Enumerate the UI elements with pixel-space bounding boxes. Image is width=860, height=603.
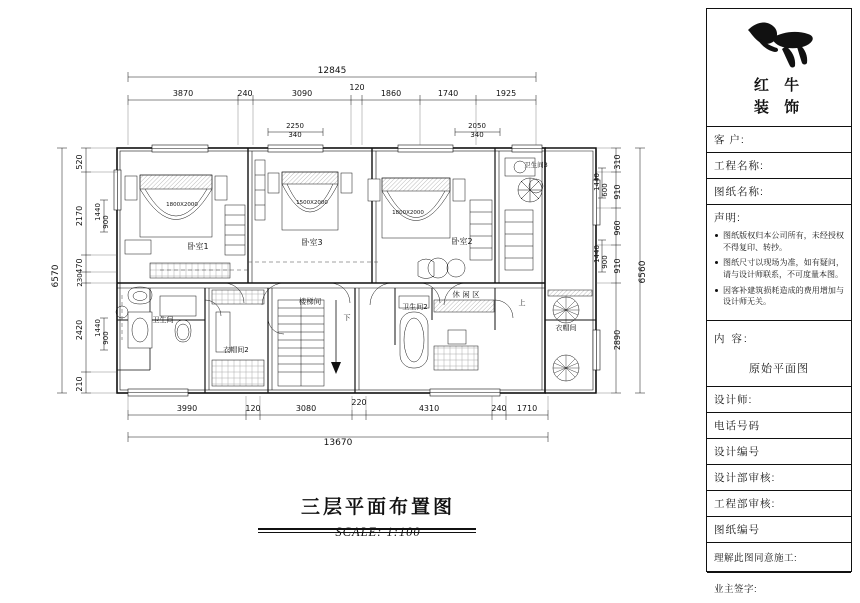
title-block xyxy=(706,8,852,595)
svg-text:1440: 1440 xyxy=(94,203,102,221)
dim-left-total: 6570 xyxy=(51,264,61,288)
svg-text:900: 900 xyxy=(102,215,110,229)
svg-text:1710: 1710 xyxy=(516,404,538,413)
field-client[interactable] xyxy=(707,127,851,153)
bed-size-3: 1500X2000 xyxy=(296,200,328,206)
field-drawing-name[interactable] xyxy=(707,179,851,205)
svg-text:910: 910 xyxy=(613,184,622,200)
field-engineering-review[interactable] xyxy=(707,491,851,517)
declaration-heading: 声明: xyxy=(714,212,741,224)
bed-size-2: 1800X2000 xyxy=(392,210,424,216)
svg-text:1440: 1440 xyxy=(593,245,601,263)
svg-text:240: 240 xyxy=(237,89,253,98)
svg-text:2050: 2050 xyxy=(468,122,486,130)
dim-top-total: 12845 xyxy=(317,66,347,76)
field-construction-consent[interactable] xyxy=(707,543,851,573)
svg-text:960: 960 xyxy=(613,220,622,236)
svg-text:120: 120 xyxy=(349,83,365,92)
svg-text:900: 900 xyxy=(102,331,110,345)
drawing-title: 三层平面布置图 xyxy=(300,496,455,518)
caption-rule-thick xyxy=(258,528,476,530)
field-phone-label: 电话号码 xyxy=(714,419,760,432)
svg-text:210: 210 xyxy=(75,376,84,392)
dim-right-total: 6560 xyxy=(638,260,648,284)
svg-text:520: 520 xyxy=(75,154,84,170)
svg-text:340: 340 xyxy=(470,131,484,139)
svg-text:1860: 1860 xyxy=(380,89,402,98)
dim-bottom-total: 13670 xyxy=(323,438,353,448)
field-client-label: 客 户: xyxy=(714,134,745,146)
svg-text:470: 470 xyxy=(75,258,84,274)
svg-text:600: 600 xyxy=(601,183,609,197)
field-designer[interactable] xyxy=(707,387,851,413)
svg-text:2420: 2420 xyxy=(75,319,84,341)
svg-text:230: 230 xyxy=(76,273,84,287)
svg-text:3870: 3870 xyxy=(172,89,194,98)
field-engineering-review-label: 工程部审核: xyxy=(714,497,776,510)
svg-text:2890: 2890 xyxy=(613,329,622,351)
svg-text:2250: 2250 xyxy=(286,122,304,130)
field-design-number-label: 设计编号 xyxy=(714,445,760,458)
room-label-stairwell: 楼梯间 xyxy=(298,297,322,306)
declaration-block xyxy=(707,205,851,321)
stair-direction-down: 下 xyxy=(343,314,351,322)
room-label-cloakroom: 衣帽间 xyxy=(555,324,577,332)
room-label-bathroom3: 卫生间3 xyxy=(524,161,548,169)
brand-name-line2: 装 饰 xyxy=(753,98,805,116)
room-label-leisure: 休 闲 区 xyxy=(452,290,480,299)
field-design-review-label: 设计部审核: xyxy=(714,471,776,484)
field-owner-signature[interactable] xyxy=(707,573,851,603)
field-project-name-label: 工程名称: xyxy=(714,160,764,172)
field-drawing-number-label: 图纸编号 xyxy=(714,523,760,536)
declaration-item: 因客补建筑损耗造成的费用增加与设计师无关。 xyxy=(723,285,844,307)
room-label-bathroom: 卫生间 xyxy=(152,316,174,324)
room-label-bedroom3: 卧室3 xyxy=(301,238,323,247)
svg-text:1440: 1440 xyxy=(94,319,102,337)
svg-text:240: 240 xyxy=(491,404,507,413)
declaration-item: 图纸尺寸以现场为准，如有疑问，请与设计师联系，不可度量本图。 xyxy=(723,258,844,279)
svg-text:340: 340 xyxy=(288,131,302,139)
field-owner-signature-label: 业主签字: xyxy=(714,583,758,595)
drawing-scale: SCALE: 1:100 xyxy=(335,525,421,539)
field-phone[interactable] xyxy=(707,413,851,439)
declaration-item: 图纸版权归本公司所有，未经授权不得复印、转抄。 xyxy=(723,231,844,252)
field-construction-consent-label: 理解此图同意施工: xyxy=(714,553,798,565)
content-block xyxy=(707,321,851,387)
svg-text:2170: 2170 xyxy=(75,205,84,227)
bed-size-1: 1800X2000 xyxy=(166,202,198,208)
stair-direction-up: 上 xyxy=(518,299,526,307)
svg-text:220: 220 xyxy=(351,398,367,407)
svg-text:310: 310 xyxy=(613,154,622,170)
field-drawing-name-label: 图纸名称: xyxy=(714,186,764,198)
room-label-cloakroom2: 衣帽间2 xyxy=(223,346,249,354)
svg-text:3080: 3080 xyxy=(295,404,317,413)
field-design-number[interactable] xyxy=(707,439,851,465)
room-label-bedroom1: 卧室1 xyxy=(187,242,209,251)
svg-text:4310: 4310 xyxy=(418,404,440,413)
svg-text:1440: 1440 xyxy=(593,173,601,191)
svg-text:120: 120 xyxy=(245,404,261,413)
svg-text:1740: 1740 xyxy=(437,89,459,98)
svg-text:900: 900 xyxy=(601,255,609,269)
caption-rule-thin xyxy=(258,532,476,533)
field-designer-label: 设计师: xyxy=(714,393,753,406)
svg-text:3990: 3990 xyxy=(176,404,198,413)
svg-text:910: 910 xyxy=(613,258,622,274)
svg-text:3090: 3090 xyxy=(291,89,313,98)
room-label-bathroom2: 卫生间2 xyxy=(402,303,428,311)
field-design-review[interactable] xyxy=(707,465,851,491)
company-logo-block xyxy=(707,9,851,127)
bull-logo-icon xyxy=(742,18,816,70)
svg-text:1925: 1925 xyxy=(495,89,517,98)
field-project-name[interactable] xyxy=(707,153,851,179)
room-label-bedroom2: 卧室2 xyxy=(451,237,473,246)
content-label: 内 容: xyxy=(714,332,749,345)
field-drawing-number[interactable] xyxy=(707,517,851,543)
brand-name-line1: 红 牛 xyxy=(753,76,805,94)
content-value: 原始平面图 xyxy=(749,362,809,375)
